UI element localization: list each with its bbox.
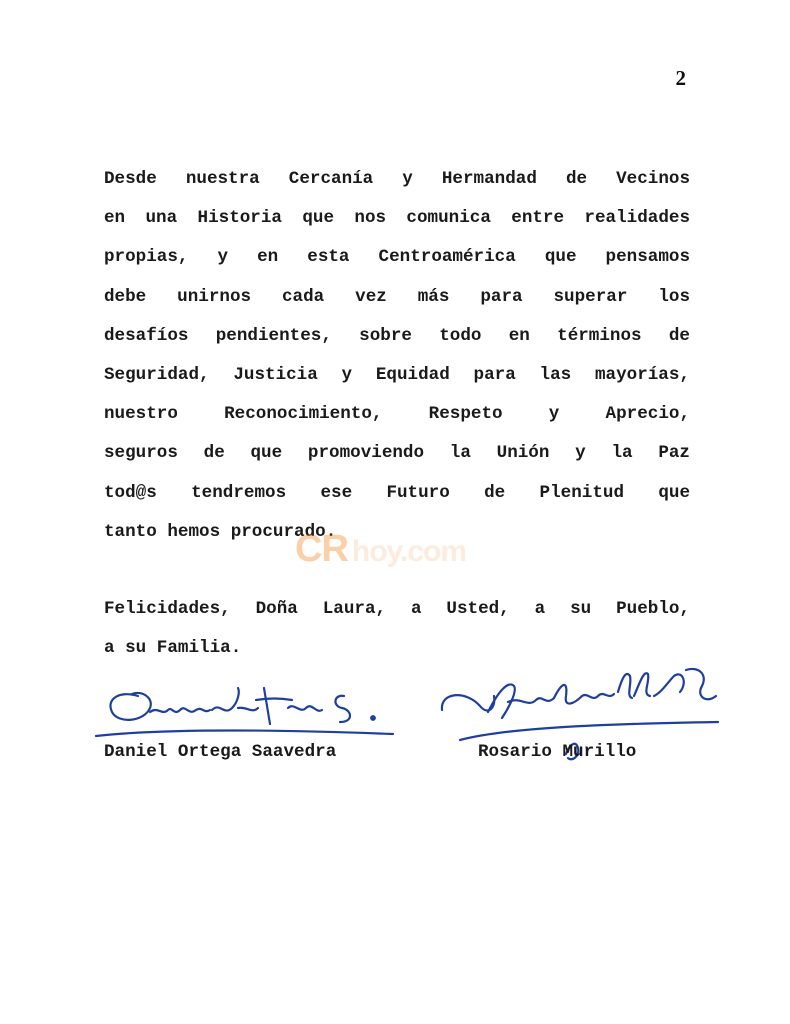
letter-body bbox=[104, 160, 690, 552]
signer-left-name: Daniel Ortega Saavedra bbox=[104, 742, 337, 762]
watermark-mark: CR bbox=[295, 528, 348, 570]
body-line: debe unirnos cada vez más para superar los bbox=[104, 286, 690, 307]
watermark-logo bbox=[295, 528, 466, 571]
closing-line: a su Familia. bbox=[104, 638, 242, 659]
body-line: tod@s tendremos ese Futuro de Plenitud que bbox=[104, 482, 690, 503]
body-line: Desde nuestra Cercanía y Hermandad de Vecinos bbox=[104, 169, 690, 189]
body-line: propias, y en esta Centroamérica que pensamos bbox=[104, 247, 690, 268]
watermark-rest: hoy.com bbox=[351, 535, 467, 568]
body-line: en una Historia que nos comunica entre realidades bbox=[104, 208, 690, 229]
signer-right-name: Rosario Murillo bbox=[478, 742, 637, 762]
signature-left bbox=[88, 678, 408, 748]
body-line: tanto hemos procurado. bbox=[104, 521, 337, 542]
body-line: seguros de que promoviendo la Unión y la Paz bbox=[104, 443, 690, 464]
body-line: desafíos pendientes, sobre todo en términos de bbox=[104, 325, 690, 346]
body-line: nuestro Reconocimiento, Respeto y Aprecio, bbox=[104, 404, 690, 425]
page-number: 2 bbox=[675, 66, 686, 90]
body-line: Seguridad, Justicia y Equidad para las mayorías, bbox=[104, 365, 690, 386]
closing-line: Felicidades, Doña Laura, a Usted, a su Pueblo, bbox=[104, 599, 690, 619]
